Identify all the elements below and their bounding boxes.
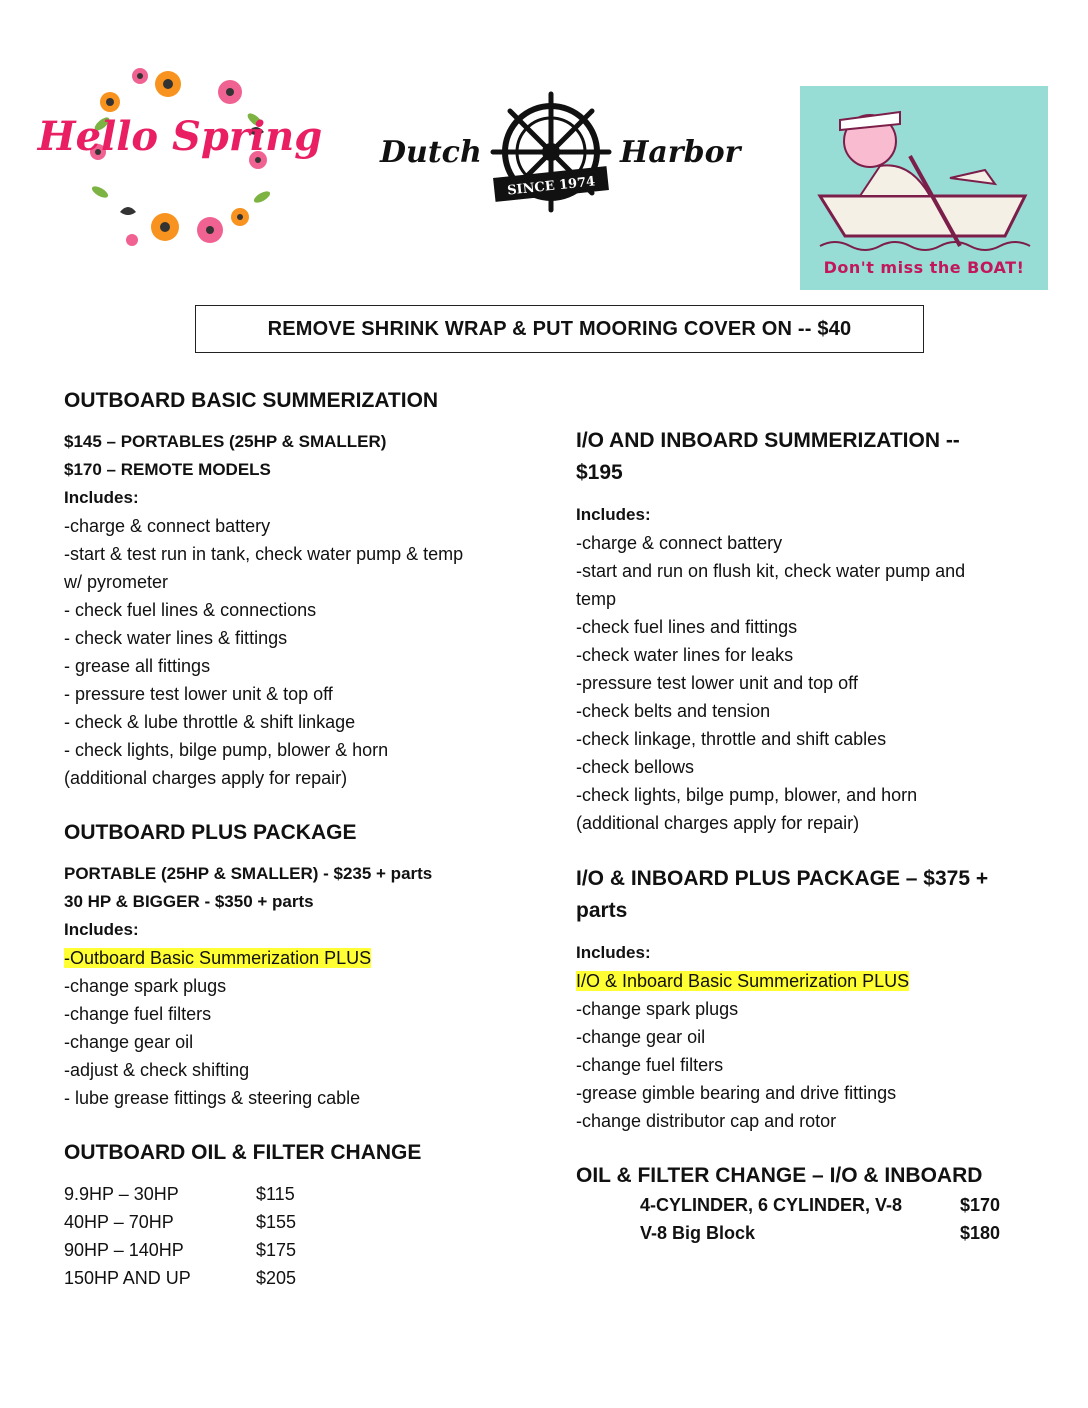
io-oil-title: OIL & FILTER CHANGE – I/O & INBOARD bbox=[576, 1164, 983, 1187]
list-item: -charge & connect battery bbox=[576, 533, 783, 553]
list-item: -check belts and tension bbox=[576, 701, 771, 721]
hello-text: Hello Spring bbox=[37, 113, 323, 160]
list-item: temp bbox=[576, 589, 617, 609]
list-item: -start and run on flush kit, check water pump and bbox=[576, 561, 966, 581]
list-item: -change distributor cap and rotor bbox=[576, 1111, 837, 1131]
list-item: - pressure test lower unit & top off bbox=[64, 684, 333, 704]
shrink-wrap-banner: REMOVE SHRINK WRAP & PUT MOORING COVER ON -- $40 bbox=[195, 305, 924, 353]
dont-miss-boat-card bbox=[800, 86, 1048, 290]
list-item: -change spark plugs bbox=[64, 976, 227, 996]
highlight-text: I/O & Inboard Basic Summerization PLUS bbox=[576, 971, 910, 991]
includes-label: Includes: bbox=[64, 920, 139, 939]
oil-price-row: V-8 Big Block $180 bbox=[640, 1223, 1001, 1243]
boat-caption: Don't miss the BOAT! bbox=[823, 258, 1025, 277]
list-item: -check water lines for leaks bbox=[576, 645, 794, 665]
outboard-oil-title: OUTBOARD OIL & FILTER CHANGE bbox=[64, 1141, 422, 1164]
io-plus-title-cont: parts bbox=[576, 899, 628, 922]
outboard-basic-title: OUTBOARD BASIC SUMMERIZATION bbox=[64, 389, 439, 412]
price-line: $170 – REMOTE MODELS bbox=[64, 460, 271, 479]
list-item: -grease gimble bearing and drive fittings bbox=[576, 1083, 897, 1103]
oil-price-row: 40HP – 70HP $155 bbox=[64, 1212, 297, 1232]
oil-price-row: 90HP – 140HP $175 bbox=[64, 1240, 297, 1260]
includes-label: Includes: bbox=[576, 505, 651, 524]
includes-label: Includes: bbox=[64, 488, 139, 507]
list-item: -check bellows bbox=[576, 757, 695, 777]
includes-label: Includes: bbox=[576, 943, 651, 962]
captain-boat-illustration bbox=[800, 86, 1048, 256]
oil-price-row: 9.9HP – 30HP $115 bbox=[64, 1184, 295, 1204]
logo-harbor: Harbor bbox=[620, 135, 741, 170]
io-basic-title: I/O AND INBOARD SUMMERIZATION -- bbox=[576, 429, 960, 452]
list-item: - check lights, bilge pump, blower & horn bbox=[64, 740, 389, 760]
since-text: SINCE 1974 bbox=[506, 174, 596, 199]
list-item: -change gear oil bbox=[576, 1027, 706, 1047]
hello-spring-logo bbox=[37, 62, 323, 257]
dutch-harbor-logo bbox=[376, 86, 746, 226]
oil-price-row: 150HP AND UP $205 bbox=[64, 1268, 297, 1288]
list-item: w/ pyrometer bbox=[64, 572, 169, 592]
right-column bbox=[576, 425, 1016, 1247]
price-line: 30 HP & BIGGER - $350 + parts bbox=[64, 892, 314, 911]
price-line: $145 – PORTABLES (25HP & SMALLER) bbox=[64, 432, 387, 451]
io-basic-price: $195 bbox=[576, 461, 623, 484]
list-item: (additional charges apply for repair) bbox=[576, 813, 860, 833]
list-item: - check & lube throttle & shift linkage bbox=[64, 712, 356, 732]
list-item: - check fuel lines & connections bbox=[64, 600, 317, 620]
list-item: -pressure test lower unit and top off bbox=[576, 673, 858, 693]
list-item: -change fuel filters bbox=[576, 1055, 724, 1075]
io-plus-title: I/O & INBOARD PLUS PACKAGE – $375 + bbox=[576, 867, 989, 890]
logo-dutch: Dutch bbox=[380, 135, 482, 170]
left-column bbox=[64, 386, 534, 1292]
list-item: - check water lines & fittings bbox=[64, 628, 288, 648]
list-item: -adjust & check shifting bbox=[64, 1060, 250, 1080]
list-item: - grease all fittings bbox=[64, 656, 211, 676]
highlight-text: -Outboard Basic Summerization PLUS bbox=[64, 948, 372, 968]
oil-price-row: 4-CYLINDER, 6 CYLINDER, V-8 $170 bbox=[640, 1195, 1001, 1215]
list-item: -start & test run in tank, check water pump & temp bbox=[64, 544, 464, 564]
list-item: -charge & connect battery bbox=[64, 516, 271, 536]
list-item: -check linkage, throttle and shift cables bbox=[576, 729, 887, 749]
list-item: -change spark plugs bbox=[576, 999, 739, 1019]
list-item: - lube grease fittings & steering cable bbox=[64, 1088, 361, 1108]
list-item: (additional charges apply for repair) bbox=[64, 768, 348, 788]
list-item: -change gear oil bbox=[64, 1032, 194, 1052]
list-item: -change fuel filters bbox=[64, 1004, 212, 1024]
list-item: -check lights, bilge pump, blower, and horn bbox=[576, 785, 918, 805]
outboard-plus-title: OUTBOARD PLUS PACKAGE bbox=[64, 821, 357, 844]
price-line: PORTABLE (25HP & SMALLER) - $235 + parts bbox=[64, 864, 433, 883]
list-item: -check fuel lines and fittings bbox=[576, 617, 798, 637]
